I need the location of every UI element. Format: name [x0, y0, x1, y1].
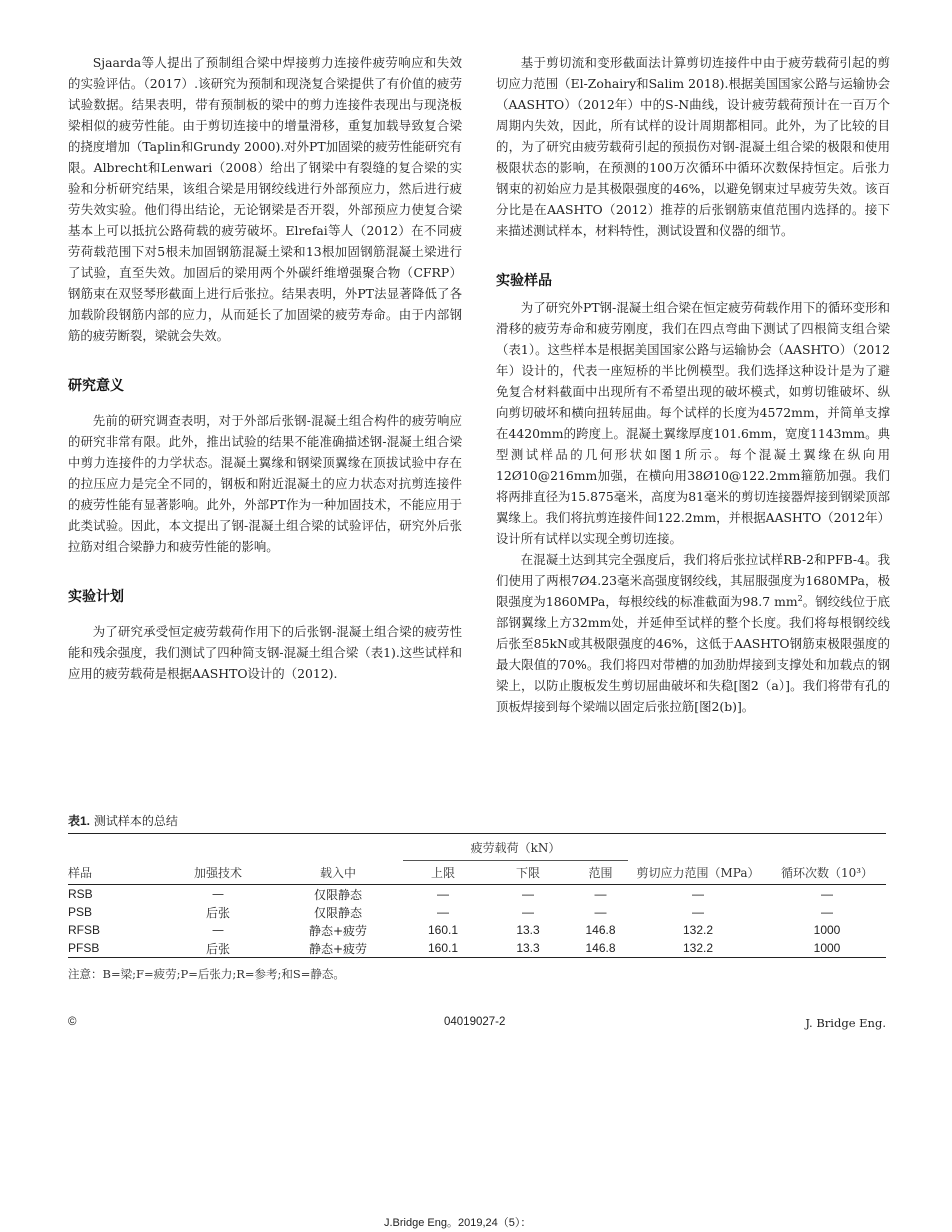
table-header: 上限 — [430, 866, 455, 880]
page-id: 04019027-2 — [444, 1016, 506, 1028]
fatigue-load-header: 疲劳载荷（kN） — [403, 834, 628, 861]
table-1 — [68, 812, 886, 982]
section-heading-specimens: 实验样品 — [496, 273, 552, 289]
table-header: 循环次数（10³） — [780, 865, 874, 880]
right-column — [496, 52, 890, 717]
left-column — [68, 52, 462, 684]
paragraph: 为了研究外PT钢-混凝土组合梁在恒定疲劳荷载作用下的循环变形和滑移的疲劳寿命和疲劳刚度，我们在四点弯曲下测试了四根简支组合梁（表1）。这些样本是根据美国国家公路与运输协会（AASHTO）（2012年）设计的，代表一座短桥的半比例模型。我们选择这种设计是为了避免复合材料截面中出现所有不希望出现的破坏模式，如剪切锥破坏、纵向剪切破坏和横向扭转屈曲。每个试样的长度为4572mm，并简单支撑在4420mm的跨度上。混凝土翼缘厚度101.6mm，宽度1143mm。典型测试样品的几何形状如图1所示。每个混凝土翼缘在纵向用12Ø10@216mm加强，在横向用38Ø10@122.2mm箍筋加强。我们将两排直径为15.875毫米，高度为81毫米的剪切连接器焊接到钢梁顶部翼缘上。我们将抗剪连接件间122.2mm，并根据AASHTO（2012年）设计所有试样以实现全剪切连接。 — [496, 300, 890, 546]
table-row: RSB — 仅限静态 — — — — — — [68, 887, 833, 902]
table-row: PSB 后张 仅限静态 — — — — — — [68, 905, 833, 920]
paragraph: Sjaarda等人提出了预制组合梁中焊接剪力连接件疲劳响应和失效的实验评估。（2017）.该研究为预制和现浇复合梁提供了有价值的疲劳试验数据。结果表明，带有预制板的梁中的剪力连接件表现出与现浇板梁相似的疲劳性能。由于剪切连接中的增量滑移，重复加载导致复合梁的挠度增加（Taplin和Grundy 2000).对外PT加固梁的疲劳性能研究有限。Albrecht和Lenwari（2008）给出了钢梁中有裂缝的复合梁的实验和分析研究结果，该组合梁是用钢绞线进行外部预应力，然后进行疲劳失效实验。他们得出结论，无论钢梁是否开裂，外部预应力使复合梁基本上可以抵抗公路荷载的疲劳破坏。Elrefai等人（2012）在不同疲劳荷载范围下对5根未加固钢筋混凝土梁和13根加固钢筋混凝土梁进行了试验，直至失效。加固后的梁用两个外碳纤维增强聚合物（CFRP）钢筋束在双竖琴形截面上进行后张拉。结果表明，外PT法显著降低了各加载阶段钢筋内部的应力，从而延长了加固梁的疲劳寿命。由于内部钢筋的疲劳断裂，梁就会失效。 — [68, 55, 462, 343]
journal-name: J. Bridge Eng. — [805, 1016, 886, 1030]
table-note: 注意：B=梁;F=疲劳;P=后张力;R=参考;和S=静态。 — [68, 967, 345, 981]
superscript: 2 — [797, 593, 803, 603]
copyright-mark: © — [68, 1016, 77, 1028]
table-header: 样品 — [68, 865, 93, 880]
table-row: RFSB — 静态+疲劳 160.1 13.3 146.8 132.2 1000 — [68, 923, 841, 938]
table-caption: 表1. 测试样本的总结 — [68, 814, 178, 828]
table-header: 加强技术 — [193, 865, 242, 880]
table-header: 范围 — [588, 866, 613, 880]
paragraph: 为了研究承受恒定疲劳载荷作用下的后张钢-混凝土组合梁的疲劳性能和残余强度，我们测试了四种简支钢-混凝土组合梁（表1).这些试样和应用的疲劳载荷是根据AASHTO设计的（2012). — [68, 624, 462, 681]
section-heading-significance: 研究意义 — [68, 378, 124, 394]
table-row: PFSB 后张 静态+疲劳 160.1 13.3 146.8 132.2 1000 — [68, 939, 886, 958]
table-header: 载入中 — [319, 865, 356, 880]
paragraph: 基于剪切流和变形截面法计算剪切连接件中由于疲劳载荷引起的剪切应力范围（El-Zohairy和Salim 2018).根据美国国家公路与运输协会（AASHTO）（2012年）中的S-N曲线，设计疲劳载荷预计在一百万个周期内失效，因此，所有试样的设计周期都相同。此外，为了比较的目的，为了研究由疲劳载荷引起的预损伤对钢-混凝土组合梁的极限和使用极限状态的影响，在预测的100万次循环中循环次数保持恒定。后张力钢束的初始应力是其极限强度的46%，以避免钢束过早疲劳失效。该百分比是在AASHTO（2012）推荐的后张钢筋束值范围内选择的。接下来描述测试样本，材料特性，测试设置和仪器的细节。 — [496, 55, 890, 238]
table-header: 剪切应力范围（MPa） — [636, 865, 760, 880]
paragraph: 先前的研究调查表明，对于外部后张钢-混凝土组合构件的疲劳响应的研究非常有限。此外，推出试验的结果不能准确描述钢-混凝土组合梁中剪力连接件的力学状态。混凝土翼缘和钢梁顶翼缘在顶拔试验中存在的拉压应力是完全不同的，钢板和附近混凝土的应力状态对抗剪连接件的疲劳性能有显著影响。此外，外部PT作为一种加固技术，不能应用于此类试验。因此，本文提出了钢-混凝土组合梁的试验评估，研究外后张拉筋对组合梁静力和疲劳性能的影响。 — [68, 413, 462, 554]
table-header: 下限 — [515, 866, 540, 880]
bottom-citation: J.Bridge Eng。2019,24（5）： — [384, 1217, 532, 1229]
summary-table — [68, 833, 886, 958]
paragraph: 在混凝土达到其完全强度后，我们将后张拉试样RB-2和PFB-4。我们使用了两根7Ø4.23毫米高强度钢绞线，其屈服强度为1680MPa，极限强度为1860MPa，每根绞线的标准截面为98.7 $mm^2$。钢绞线位于底部钢翼缘上方32mm处，并延伸至试样的整个长度。我们将每根钢绞线后张至85kN或其极限强度的46%，这低于AASHTO钢筋束极限强度的最大限值的70%。我们将四对带槽的加劲肋焊接到支撑处和加载点的钢梁上，以防止腹板发生剪切屈曲破坏和失稳[图2（a）]。我们将带有孔的顶板焊接到每个梁端以固定后张拉筋[图2(b)]。 — [496, 552, 891, 714]
section-heading-plan: 实验计划 — [68, 589, 124, 605]
